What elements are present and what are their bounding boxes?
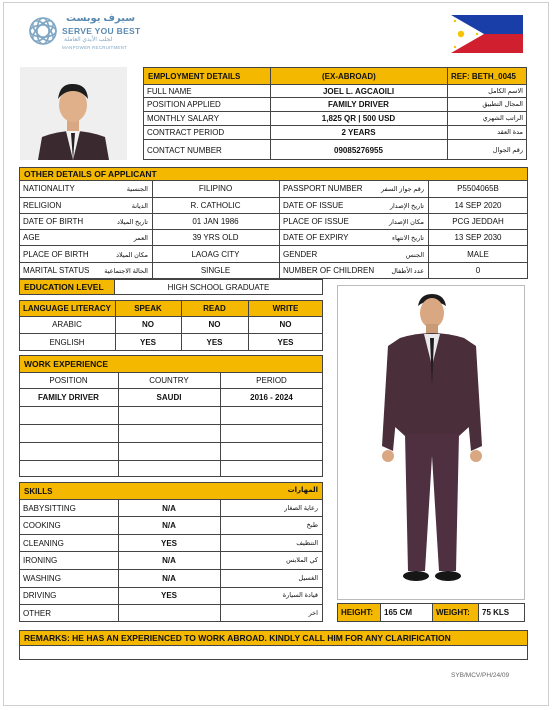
other-value: FILIPINO xyxy=(198,184,233,193)
remarks-text: REMARKS: HE HAS AN EXPERIENCED TO WORK ABROAD. KINDLY CALL HIM FOR ANY CLARIFICATION xyxy=(20,631,527,645)
language-value: YES xyxy=(277,338,294,347)
other-value: P5504065B xyxy=(457,184,499,193)
skill-label-arabic: قيادة السيارة xyxy=(282,592,318,599)
other-label-arabic: تاريخ الإصدار xyxy=(389,203,424,210)
skill-label-arabic: اخر xyxy=(308,610,318,617)
skills-header: SKILLS xyxy=(24,487,53,496)
employment-value: 09085276955 xyxy=(334,146,383,155)
skill-value: N/A xyxy=(162,521,176,530)
work-experience-header: WORK EXPERIENCE xyxy=(20,356,322,372)
other-value: 14 SEP 2020 xyxy=(454,201,502,210)
other-value: 0 xyxy=(475,266,481,275)
logo-arabic-tag: لجلب الأيدي العاملة xyxy=(64,37,113,43)
skill-value: YES xyxy=(160,591,177,600)
other-value: PCG JEDDAH xyxy=(452,217,504,226)
work-column-header: PERIOD xyxy=(256,376,287,385)
employment-label-arabic: مدة العقد xyxy=(497,129,523,136)
work-position: FAMILY DRIVER xyxy=(38,393,99,402)
other-label: NUMBER OF CHILDREN xyxy=(283,266,375,275)
language-header: WRITE xyxy=(272,304,299,313)
work-experience-table xyxy=(19,355,323,477)
work-country: SAUDI xyxy=(156,393,182,402)
skill-label: OTHER xyxy=(23,609,51,618)
language-name: ARABIC xyxy=(52,320,82,329)
other-label-arabic: الجنسية xyxy=(126,186,148,193)
skill-label-arabic: الغسيل xyxy=(298,575,318,582)
logo-emblem-icon xyxy=(27,15,59,47)
height-label: HEIGHT: xyxy=(341,608,373,617)
employment-label: CONTACT NUMBER xyxy=(147,146,222,155)
other-label: DATE OF EXPIRY xyxy=(283,233,349,242)
employment-label: FULL NAME xyxy=(147,87,192,96)
work-column-header: POSITION xyxy=(49,376,88,385)
other-label: RELIGION xyxy=(23,201,62,210)
language-value: YES xyxy=(206,338,223,347)
skill-value: YES xyxy=(160,539,177,548)
employment-label: POSITION APPLIED xyxy=(147,100,221,109)
language-value: NO xyxy=(279,320,292,329)
language-header: LANGUAGE LITERACY xyxy=(23,304,111,313)
logo-name: SERVE YOU BEST xyxy=(62,26,141,36)
skill-value: N/A xyxy=(162,504,176,513)
logo-tagline: MANPOWER RECRUITMENT xyxy=(62,45,127,50)
other-label: MARITAL STATUS xyxy=(23,266,90,275)
weight-label: WEIGHT: xyxy=(436,608,470,617)
applicant-portrait-photo xyxy=(20,67,127,160)
other-label-arabic: الديانة xyxy=(131,203,148,210)
other-label-arabic: الجنس xyxy=(405,252,424,259)
other-label: GENDER xyxy=(283,250,318,259)
other-label: DATE OF ISSUE xyxy=(283,201,344,210)
employment-value: 1,825 QR | 500 USD xyxy=(321,114,396,123)
skill-label-arabic: التنظيف xyxy=(296,540,318,547)
education-label: EDUCATION LEVEL xyxy=(20,280,114,294)
other-label: PLACE OF BIRTH xyxy=(23,250,89,259)
language-value: NO xyxy=(142,320,154,329)
other-label-arabic: الحالة الاجتماعية xyxy=(104,268,148,275)
employment-label: MONTHLY SALARY xyxy=(147,114,220,123)
education-value: HIGH SCHOOL GRADUATE xyxy=(167,283,270,292)
employment-label: CONTRACT PERIOD xyxy=(147,128,225,137)
other-value: LAOAG CITY xyxy=(191,250,240,259)
other-label-arabic: تاريخ الانتهاء xyxy=(391,235,424,242)
height-value: 165 CM xyxy=(384,608,413,617)
other-label: PLACE OF ISSUE xyxy=(283,217,349,226)
employment-header-status: (EX-ABROAD) xyxy=(322,72,376,81)
skill-label-arabic: كي الملابس xyxy=(286,557,318,564)
skills-table xyxy=(19,482,323,622)
applicant-full-body-photo xyxy=(337,285,525,600)
logo-arabic-name: سيرف يوبست xyxy=(66,13,136,24)
employment-value: 2 YEARS xyxy=(341,128,376,137)
skill-label-arabic: طبخ xyxy=(306,522,318,529)
other-label-arabic: عدد الأطفال xyxy=(391,268,424,275)
skill-value: N/A xyxy=(162,574,176,583)
skill-label: WASHING xyxy=(23,574,61,583)
other-value: 01 JAN 1986 xyxy=(192,217,239,226)
skill-label: DRIVING xyxy=(23,591,57,600)
skill-label: CLEANING xyxy=(23,539,64,548)
philippine-flag-icon xyxy=(451,15,523,53)
other-label-arabic: تاريخ الميلاد xyxy=(116,219,148,226)
skill-label: BABYSITTING xyxy=(23,504,76,513)
skill-value: N/A xyxy=(162,556,176,565)
other-value: 13 SEP 2030 xyxy=(454,233,502,242)
employment-value: JOEL L. AGCAOILI xyxy=(322,87,395,96)
other-label: DATE OF BIRTH xyxy=(23,217,84,226)
other-label-arabic: مكان الإصدار xyxy=(388,219,424,226)
language-value: NO xyxy=(208,320,221,329)
employment-header-ref: REF: BETH_0045 xyxy=(451,72,516,81)
skill-label: IRONING xyxy=(23,556,58,565)
other-value: R. CATHOLIC xyxy=(190,201,241,210)
employment-label-arabic: الراتب الشهري xyxy=(482,115,523,122)
other-label-arabic: رقم جواز السفر xyxy=(381,186,424,193)
other-value: 39 YRS OLD xyxy=(192,233,239,242)
work-column-header: COUNTRY xyxy=(149,376,189,385)
other-value: MALE xyxy=(467,250,489,259)
other-value: SINGLE xyxy=(200,266,231,275)
employment-header-title: EMPLOYMENT DETAILS xyxy=(148,72,241,81)
skill-label-arabic: رعاية الصغار xyxy=(284,505,318,512)
other-label-arabic: العمر xyxy=(133,235,148,242)
language-value: YES xyxy=(139,338,156,347)
employment-label-arabic: الاسم الكامل xyxy=(488,88,523,95)
weight-value: 75 KLS xyxy=(482,608,510,617)
other-label: NATIONALITY xyxy=(23,184,75,193)
other-label-arabic: مكان الميلاد xyxy=(116,252,148,259)
language-header: READ xyxy=(203,304,226,313)
language-name: ENGLISH xyxy=(49,338,85,347)
other-label: AGE xyxy=(23,233,40,242)
other-label: PASSPORT NUMBER xyxy=(283,184,363,193)
employment-label-arabic: المجال التطبيق xyxy=(482,101,523,108)
skills-header-arabic: المهارات xyxy=(287,487,318,494)
other-details-header: OTHER DETAILS OF APPLICANT xyxy=(20,168,527,180)
skill-label: COOKING xyxy=(23,521,61,530)
footer-code: SYB/MCV/PH/24/09 xyxy=(451,672,510,679)
language-header: SPEAK xyxy=(134,304,162,313)
work-period: 2016 - 2024 xyxy=(250,393,293,402)
employment-value: FAMILY DRIVER xyxy=(328,100,389,109)
employment-label-arabic: رقم الجوال xyxy=(492,147,523,154)
